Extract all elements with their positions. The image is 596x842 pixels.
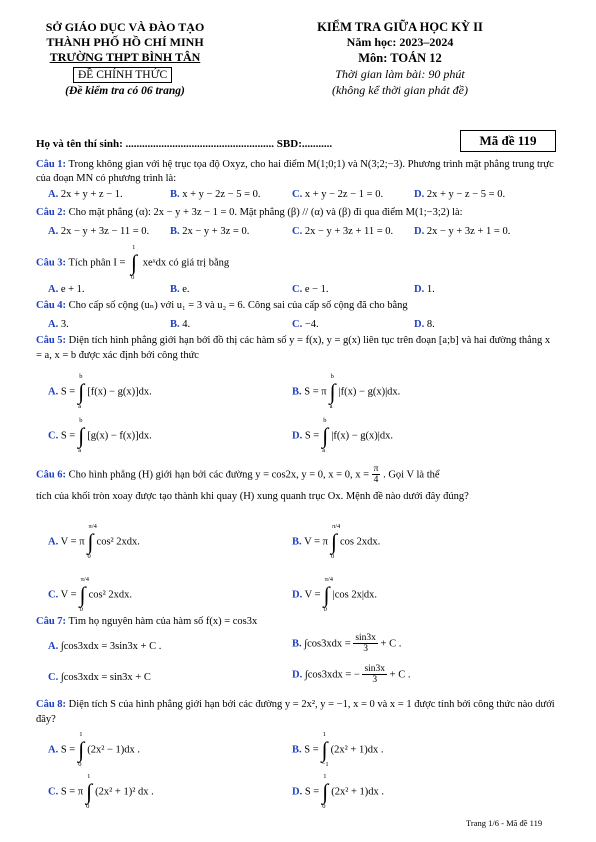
letter-d: D. (414, 284, 425, 295)
q1-text: Trong không gian với hệ trục tọa độ Oxyz, cho hai điểm M(1;0;1) và N(3;2;−3). Phương trình mặt phẳng trung trực của đoạn MN có phương trình là: (36, 159, 554, 185)
q8-a-pre: S = (60, 744, 76, 756)
q1-answer-c[interactable] (292, 188, 383, 201)
letter-a: A. (48, 386, 59, 398)
letter-d: D. (414, 319, 425, 330)
department-name: SỞ GIÁO DỤC VÀ ĐÀO TẠO (45, 20, 205, 34)
q5-d-pre: S = (304, 430, 320, 442)
letter-b: B. (292, 386, 302, 398)
q4-d-text: 8. (426, 319, 435, 330)
letter-c: C. (292, 226, 303, 237)
exam-title: KIỂM TRA GIỮA HỌC KỲ II (317, 20, 483, 34)
q5-a-text: [f(x) − g(x)]dx. (87, 386, 152, 398)
q1-answer-a[interactable] (48, 188, 123, 201)
denominator: 4 (373, 475, 379, 486)
q5-answer-c[interactable] (48, 417, 152, 454)
q2-c-text: 2x − y + 3z + 11 = 0. (304, 226, 394, 237)
numerator: sin3x (355, 633, 376, 643)
q1-answer-d[interactable] (414, 188, 505, 201)
q1-b-text: x + y − 2z − 5 = 0. (182, 189, 261, 200)
q6-answer-d[interactable] (292, 576, 378, 613)
letter-d: D. (414, 226, 425, 237)
letter-c: C. (48, 589, 59, 601)
letter-d: D. (292, 786, 303, 798)
q7-b-post: + C . (380, 638, 402, 650)
lower-limit: 0 (322, 802, 326, 810)
letter-c: C. (48, 672, 59, 683)
question-6-line2 (36, 490, 556, 503)
letter-b: B. (292, 744, 302, 756)
letter-d: D. (292, 430, 303, 442)
q1-label: Câu 1: (36, 159, 67, 170)
question-6-line1 (36, 464, 440, 486)
q4-c-text: −4. (304, 319, 319, 330)
q3-pre: Tích phân I = (68, 257, 126, 269)
q1-answer-b[interactable] (170, 188, 261, 201)
q6-b-pre: V = π (304, 536, 328, 548)
q8-text: Diện tích S của hình phẳng giới hạn bởi các đường y = 2x², y = −1, x = 0 và x = 1 được tính bởi công thức nào dưới đây? (36, 699, 555, 725)
integral-sign: b ∫ a (329, 373, 336, 410)
exam-code-box: Mã đề 119 (460, 130, 556, 152)
q3-b-text: e. (182, 284, 190, 295)
q3-c-text: e − 1. (304, 284, 329, 295)
lower-limit: a (329, 402, 333, 410)
q2-answer-a[interactable] (48, 225, 149, 238)
lower-limit: 0 (78, 760, 82, 768)
q4-answer-d[interactable] (414, 318, 435, 331)
letter-c: C. (292, 319, 303, 330)
letter-b: B. (170, 189, 180, 200)
q7-d-post: + C . (389, 669, 411, 681)
subject: Môn: TOÁN 12 (358, 51, 442, 65)
lower-limit: 0 (79, 605, 83, 613)
letter-a: A. (48, 536, 59, 548)
q4-text: Cho cấp số cộng (uₙ) với u₁ = 3 và u₂ = 6. Công sai của cấp số cộng đã cho bằng (68, 300, 408, 311)
q8-label: Câu 8: (36, 699, 67, 710)
page-footer: Trang 1/6 - Mã đề 119 (466, 818, 543, 828)
numerator: π (373, 464, 379, 474)
lower-limit: 0 (87, 552, 91, 560)
upper-limit: b (79, 373, 83, 380)
city-name: THÀNH PHỐ HỒ CHÍ MINH (46, 35, 204, 49)
q8-answer-d[interactable] (292, 773, 385, 810)
school-year: Năm học: 2023–2024 (346, 35, 454, 49)
q6-a-text: cos² 2xdx. (96, 536, 140, 548)
q7-b-pre: ∫cos3xdx = (304, 638, 351, 650)
q1-c-text: x + y − 2z − 1 = 0. (304, 189, 384, 200)
fraction-pi-over-4 (372, 464, 381, 486)
letter-d: D. (292, 669, 303, 681)
q5-b-text: |f(x) − g(x)|dx. (338, 386, 401, 398)
q2-label: Câu 2: (36, 207, 67, 218)
integral-sign: π/4 ∫ 0 (87, 523, 97, 560)
question-5 (36, 334, 556, 363)
q8-answer-c[interactable] (48, 773, 154, 810)
letter-c: C. (292, 189, 303, 200)
upper-limit: 1 (323, 773, 327, 780)
q3-d-text: 1. (426, 284, 435, 295)
lower-limit: 0 (86, 802, 90, 810)
upper-limit: b (323, 417, 327, 424)
letter-b: B. (292, 536, 302, 548)
q6-d-pre: V = (304, 589, 321, 601)
letter-a: A. (48, 226, 59, 237)
q3-answer-d[interactable] (414, 283, 435, 296)
q6-label: Câu 6: (36, 469, 67, 481)
q5-label: Câu 5: (36, 335, 67, 346)
q5-answer-d[interactable] (292, 417, 393, 454)
duration: Thời gian làm bài: 90 phút (335, 67, 465, 81)
q7-c-text: ∫cos3xdx = sin3x + C (60, 672, 151, 683)
integral-sign: 1 ∫ 0 (86, 773, 93, 810)
q6-answer-a[interactable] (48, 523, 140, 560)
integral-sign: π/4 ∫ 0 (79, 576, 89, 613)
q4-label: Câu 4: (36, 300, 67, 311)
q3-a-text: e + 1. (60, 284, 85, 295)
letter-b: B. (170, 319, 180, 330)
school-name: TRƯỜNG THPT BÌNH TÂN (49, 50, 201, 64)
q8-c-text: (2x² + 1)² dx . (95, 786, 154, 798)
q7-d-pre: ∫cos3xdx = − (304, 669, 360, 681)
student-info-line: Họ và tên thí sinh: ...................................................... SBD:........... (36, 138, 333, 150)
q5-b-pre: S = π (304, 386, 327, 398)
lower-limit: 0 (330, 552, 335, 560)
numerator: sin3x (364, 664, 386, 674)
upper-limit: b (330, 373, 334, 380)
upper-limit: π/4 (324, 576, 333, 583)
q8-b-text: (2x² + 1)dx . (330, 744, 384, 756)
q5-d-text: |f(x) − g(x)|dx. (331, 430, 393, 442)
upper-limit: π/4 (331, 523, 341, 530)
q7-text: Tìm họ nguyên hàm của hàm số f(x) = cos3x (68, 616, 258, 627)
q6-text1: Cho hình phẳng (H) giới hạn bởi các đường y = cos2x, y = 0, x = 0, x = (68, 469, 370, 481)
q6-b-text: cos 2xdx. (339, 536, 381, 548)
integral-sign: 1 ∫ 0 (131, 244, 138, 281)
q6-c-pre: V = (60, 589, 77, 601)
question-3 (36, 244, 230, 281)
q6-d-text: |cos 2x|dx. (332, 589, 378, 601)
letter-b: B. (170, 284, 180, 295)
integral-sign: 1 ∫ 0 (78, 731, 85, 768)
q3-answer-c[interactable] (292, 283, 329, 296)
q2-answer-c[interactable] (292, 225, 393, 238)
q7-label: Câu 7: (36, 616, 67, 627)
letter-c: C. (48, 430, 59, 442)
q1-a-text: 2x + y + z − 1. (60, 189, 123, 200)
q5-text: Diện tích hình phẳng giới hạn bởi đồ thị các hàm số y = f(x), y = g(x) liên tục trên đoạn [a;b] và hai đường thẳng x = a, x = b được xác định bởi công thức (36, 335, 551, 361)
q5-answer-a[interactable] (48, 373, 152, 410)
lower-limit: a (78, 402, 82, 410)
lower-limit: a (322, 446, 326, 454)
question-7 (36, 615, 556, 628)
integral-sign: π/4 ∫ 0 (330, 523, 341, 560)
q7-b-fraction (353, 633, 378, 655)
official-stamp: ĐỀ CHÍNH THỨC (73, 67, 172, 83)
q3-label: Câu 3: (36, 257, 67, 269)
lower-limit: 0 (323, 605, 327, 613)
q2-a-text: 2x − y + 3z − 11 = 0. (60, 226, 150, 237)
integral-sign: b ∫ a (322, 417, 329, 454)
upper-limit: b (79, 417, 83, 424)
q2-d-text: 2x − y + 3z + 1 = 0. (426, 226, 511, 237)
q8-a-text: (2x² − 1)dx . (87, 744, 141, 756)
upper-limit: π/4 (88, 523, 97, 530)
letter-a: A. (48, 641, 59, 652)
q6-a-pre: V = π (60, 536, 85, 548)
q5-answer-b[interactable] (292, 373, 401, 410)
upper-limit: 1 (79, 731, 83, 738)
q7-answer-a[interactable] (48, 640, 161, 653)
letter-a: A. (48, 744, 59, 756)
lower-limit: a (78, 446, 82, 454)
q2-answer-b[interactable] (170, 225, 249, 238)
q7-d-fraction (362, 664, 387, 686)
letter-a: A. (48, 284, 59, 295)
q8-c-pre: S = π (60, 786, 84, 798)
q6-c-text: cos² 2xdx. (88, 589, 133, 601)
integral-sign: b ∫ a (78, 417, 85, 454)
q2-text: Cho mặt phẳng (α): 2x − y + 3z − 1 = 0. Mặt phẳng (β) // (α) và (β) đi qua điểm M(1;−3;2) là: (68, 207, 463, 218)
letter-a: A. (48, 319, 59, 330)
q6-answer-c[interactable] (48, 576, 133, 613)
q6-text2: tích của khối tròn xoay được tạo thành khi quay (H) xung quanh trục Ox. Mệnh đề nào dưới đây đúng? (36, 491, 469, 502)
letter-c: C. (48, 786, 59, 798)
q5-c-pre: S = (60, 430, 76, 442)
denominator: 3 (372, 675, 378, 686)
q2-answer-d[interactable] (414, 225, 510, 238)
letter-d: D. (292, 589, 303, 601)
integral-sign: π/4 ∫ 0 (323, 576, 333, 613)
q2-b-text: 2x − y + 3z = 0. (182, 226, 250, 237)
integral-sign: 1 ∫ −1 (321, 731, 329, 768)
q4-a-text: 3. (60, 319, 69, 330)
letter-c: C. (292, 284, 303, 295)
letter-b: B. (292, 638, 302, 650)
letter-a: A. (48, 189, 59, 200)
q6-answer-b[interactable] (292, 523, 381, 560)
letter-d: D. (414, 189, 425, 200)
pages-note: (Đề kiểm tra có 06 trang) (65, 85, 185, 97)
denominator: 3 (363, 644, 368, 655)
q8-d-pre: S = (304, 786, 320, 798)
q7-answer-c[interactable] (48, 671, 151, 684)
question-8 (36, 698, 556, 727)
upper-limit: 1 (87, 773, 91, 780)
upper-limit: 1 (132, 244, 136, 251)
integral-sign: 1 ∫ 0 (322, 773, 329, 810)
q6-text1b: . Gọi V là thể (383, 469, 440, 481)
question-1 (36, 158, 556, 186)
q4-answer-b[interactable] (170, 318, 190, 331)
q8-answer-b[interactable] (292, 731, 384, 768)
integral-sign: b ∫ a (78, 373, 85, 410)
q1-d-text: 2x + y − z − 5 = 0. (426, 189, 506, 200)
q4-answer-a[interactable] (48, 318, 69, 331)
q3-answer-a[interactable] (48, 283, 85, 296)
upper-limit: 1 (322, 731, 326, 738)
q7-answer-d[interactable] (292, 664, 410, 686)
q3-answer-b[interactable] (170, 283, 190, 296)
lower-limit: −1 (321, 760, 329, 768)
lower-limit: 0 (131, 273, 135, 281)
q4-b-text: 4. (182, 319, 191, 330)
q8-b-pre: S = (304, 744, 319, 756)
question-2 (36, 206, 556, 219)
letter-b: B. (170, 226, 180, 237)
q7-a-text: ∫cos3xdx = 3sin3x + C . (60, 641, 162, 652)
question-4 (36, 299, 556, 312)
duration-note: (không kể thời gian phát đề) (331, 83, 469, 97)
q5-c-text: [g(x) − f(x)]dx. (87, 430, 152, 442)
q8-answer-a[interactable] (48, 731, 141, 768)
q3-body: xeˣdx có giá trị bằng (142, 257, 230, 269)
q5-a-pre: S = (60, 386, 76, 398)
upper-limit: π/4 (80, 576, 89, 583)
q8-d-text: (2x² + 1)dx . (331, 786, 385, 798)
q7-answer-b[interactable] (292, 633, 401, 655)
q4-answer-c[interactable] (292, 318, 319, 331)
